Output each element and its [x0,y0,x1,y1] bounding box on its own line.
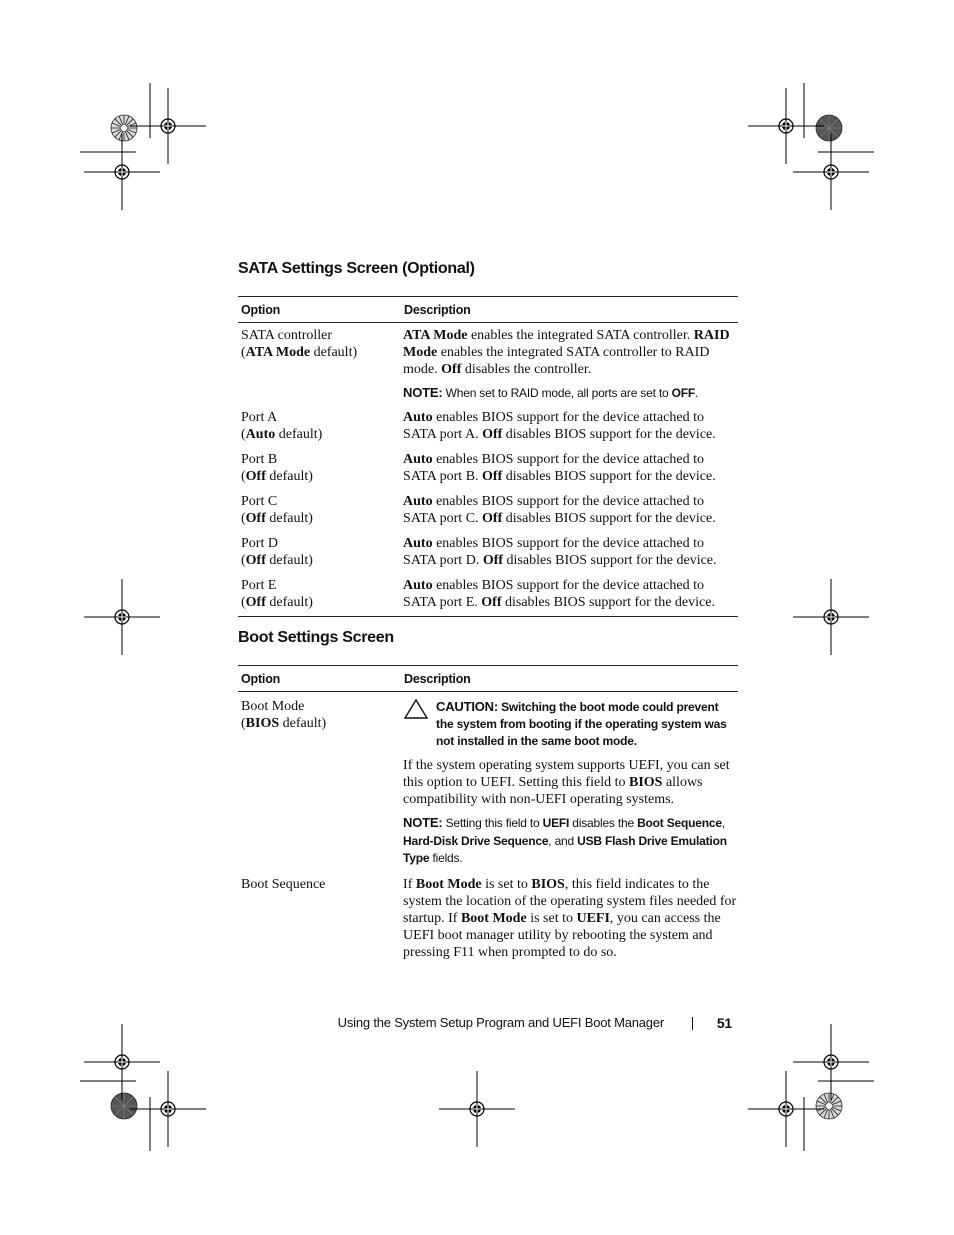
table-header [238,665,738,692]
column-header-description: Description [404,671,471,686]
option-cell: Boot Mode (BIOS default) [241,699,327,731]
sata-heading: SATA Settings Screen (Optional) [238,260,475,277]
description-cell [400,698,738,868]
description-cell: If Boot Mode is set to BIOS, this field indicates to the system the location of the operating system files needed for startup. If Boot Mode is set to UEFI, you can access the UEFI boot manager utility by rebooting the system and pressing F11 when prompted to do so. [403,876,737,960]
description-cell: Auto enables BIOS support for the device attached to SATA port B. Off disables BIOS support for the device. [403,451,716,484]
option-cell: SATA controller (ATA Mode default) [241,328,358,360]
column-header-option: Option [241,671,281,686]
description-cell: ATA Mode enables the integrated SATA controller. RAID Mode enables the integrated SATA controller to RAID mode. Off disables the controller. NOTE: When set to RAID mode, all ports are set to OFF. [400,327,738,403]
table-header [238,296,738,323]
caution-triangle-icon [403,698,429,720]
caution-box: CAUTION: Switching the boot mode could prevent the system from booting if the operating system was not installed in the same boot mode. [403,698,738,750]
boot-settings-table [238,665,738,961]
boot-mode-paragraph: If the system operating system supports UEFI, you can set this option to UEFI. Setting this field to BIOS allows compatibility with non-UEFI operating systems. [403,758,730,807]
note: NOTE: When set to RAID mode, all ports are set to OFF. [403,385,699,400]
option-cell: Port A (Auto default) [241,409,323,442]
option-cell: Port C (Off default) [241,493,313,526]
table-row-port [238,451,738,485]
option-cell: Port E (Off default) [241,577,313,610]
description-cell: Auto enables BIOS support for the device attached to SATA port C. Off disables BIOS support for the device. [403,493,716,526]
footer-title: Using the System Setup Program and UEFI Boot Manager [337,1015,664,1030]
table-row-port [238,409,738,443]
note: NOTE: Setting this field to UEFI disables the Boot Sequence, Hard-Disk Drive Sequence, and USB Flash Drive Emulation Type fields. [403,815,727,865]
footer-divider [692,1017,693,1030]
column-header-option: Option [241,302,281,317]
table-row-boot-sequence [238,876,738,961]
option-cell: Boot Sequence [241,876,326,892]
page-number: 51 [716,1015,732,1031]
table-row-boot-mode [238,698,738,868]
table-row-port [238,535,738,569]
description-cell: Auto enables BIOS support for the device attached to SATA port E. Off disables BIOS support for the device. [403,577,715,610]
option-cell: Port B (Off default) [241,451,313,484]
option-cell: Port D (Off default) [241,535,313,568]
sata-settings-table [238,296,738,617]
table-row-sata-controller [238,327,738,403]
description-cell: Auto enables BIOS support for the device attached to SATA port D. Off disables BIOS support for the device. [403,535,717,568]
table-row-port [238,577,738,611]
table-row-port [238,493,738,527]
column-header-description: Description [404,302,471,317]
boot-heading: Boot Settings Screen [238,629,394,646]
description-cell: Auto enables BIOS support for the device attached to SATA port A. Off disables BIOS support for the device. [403,409,716,442]
